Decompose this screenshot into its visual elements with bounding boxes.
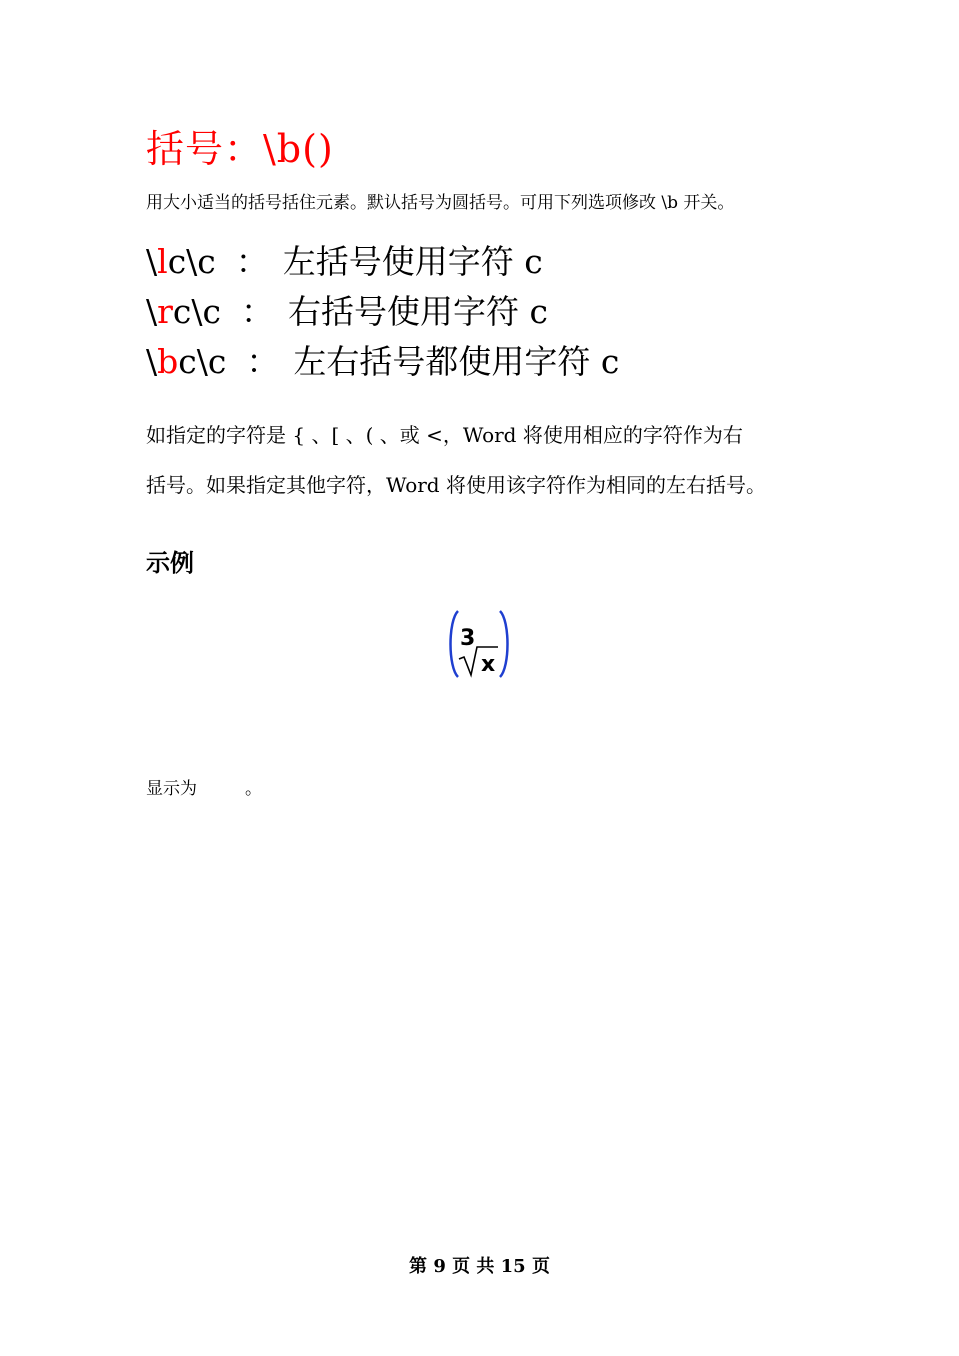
radicand: x [481, 652, 496, 677]
root-index: 3 [460, 626, 476, 651]
section-title: 括号：\b() [146, 127, 334, 171]
left-bracket [451, 611, 459, 677]
switch-line-left: \lc\c ： 左括号使用字符 c [146, 242, 543, 281]
bracketed-root-formula [446, 607, 512, 681]
example-heading: 示例 [146, 549, 194, 577]
intro-text: 用大小适当的括号括住元素。默认括号为圆括号。可用下列选项修改 \b 开关。 [146, 193, 735, 213]
switch-line-both: \bc\c ： 左右括号都使用字符 c [146, 342, 620, 381]
page-footer: 第 9 页 共 15 页 [409, 1256, 550, 1277]
right-bracket [500, 611, 508, 677]
example-formula [446, 607, 512, 681]
shown-as-text: 显示为 。 [146, 779, 262, 799]
bracket-explanation-line-1: 如指定的字符是 { 、[ 、( 、或 <，Word 将使用相应的字符作为右 [146, 423, 743, 447]
bracket-explanation-line-2: 括号。如果指定其他字符，Word 将使用该字符作为相同的左右括号。 [146, 473, 766, 497]
switch-line-right: \rc\c ： 右括号使用字符 c [146, 292, 548, 331]
